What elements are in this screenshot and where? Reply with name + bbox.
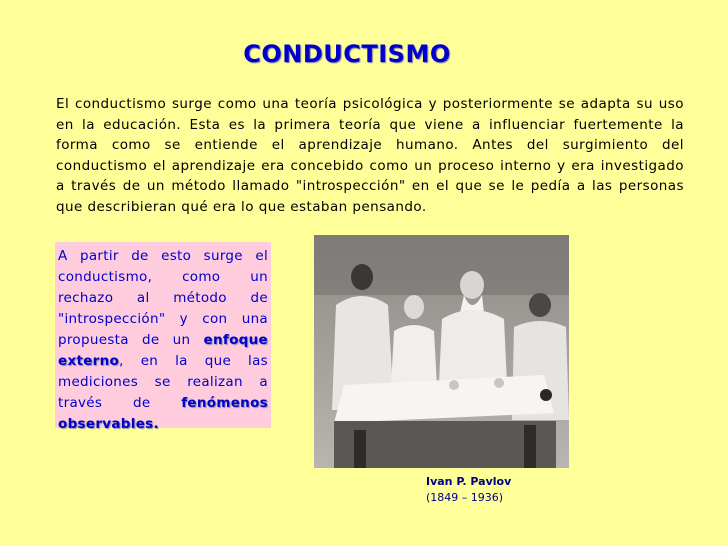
slide-title: CONDUCTISMO [243, 40, 451, 68]
box-bold-fenomenos: fenómenos observables. [58, 395, 268, 432]
caption-dates: (1849 – 1936) [426, 491, 504, 504]
pavlov-photo-illustration [314, 235, 569, 468]
photo-caption [426, 474, 511, 506]
highlight-box [55, 242, 271, 432]
box-text-part2: , en la que las mediciones se realizan a través de [58, 353, 268, 411]
box-text-part1: A partir de esto surge el conductismo, como un rechazo al método de "introspección" y con una propuesta de un [58, 248, 268, 348]
caption-name: Ivan P. Pavlov [426, 475, 512, 488]
box-bold-enfoque: enfoque externo [58, 332, 268, 369]
intro-paragraph: El conductismo surge como una teoría psicológica y posteriormente se adapta su uso en la educación. Esta es la primera teoría que viene a influenciar fuertemente la forma como se entiende el aprendizaje humano. Antes del surgimiento del conductismo el aprendizaje era concebido como un proceso interno y era investigado a través de un método llamado "introspección" en el que se le pedía a las personas que describieran qué era lo que estaban pensando. [56, 96, 684, 215]
pavlov-photo [314, 235, 569, 468]
